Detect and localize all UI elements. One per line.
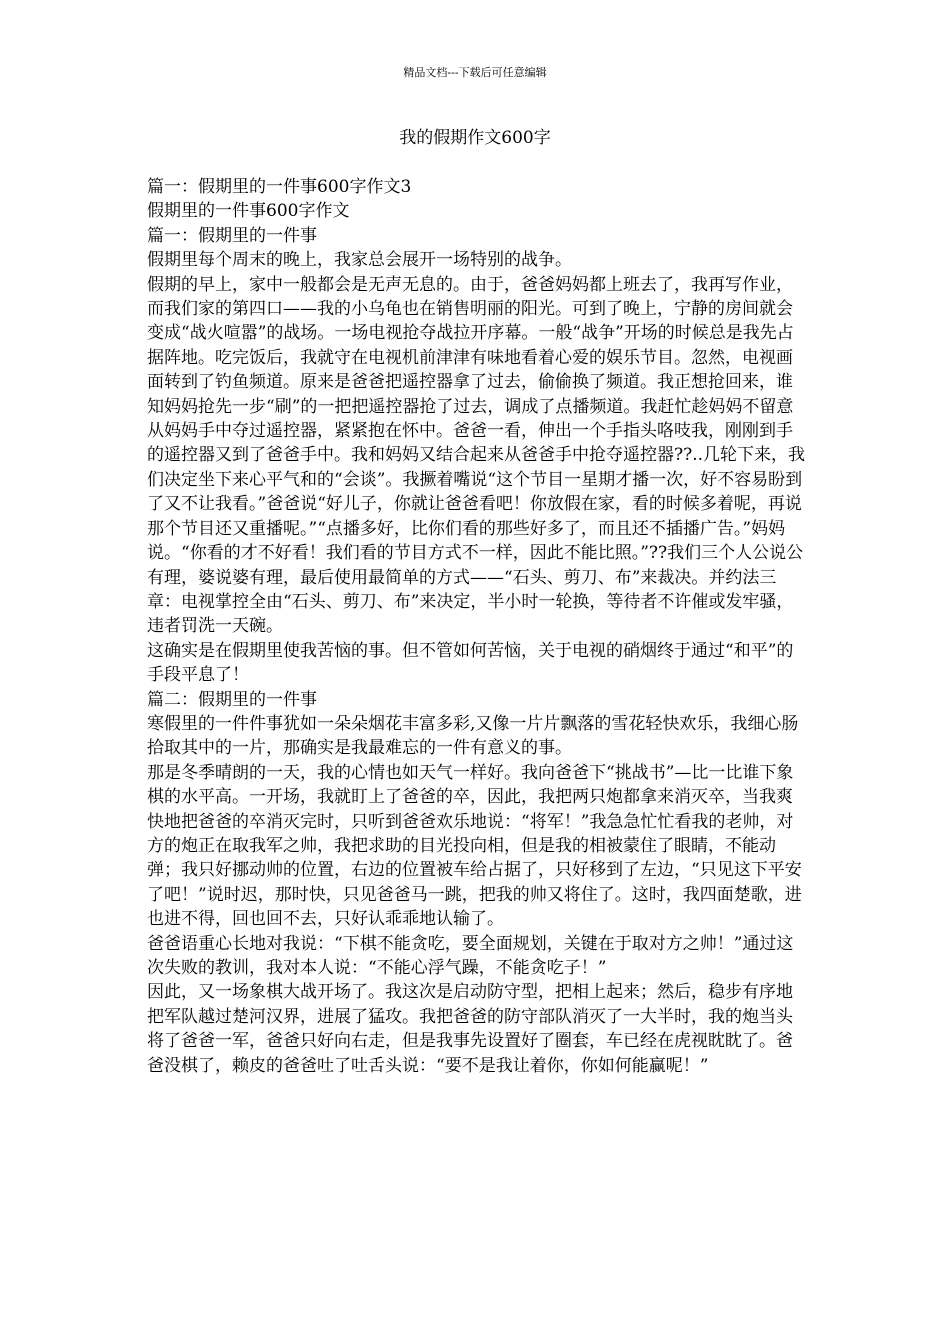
paragraph: 假期的早上，家中一般都会是无声无息的。由于，爸爸妈妈都上班去了，我再写作业，而我们家的第四口——我的小乌龟也在销售明丽的阳光。可到了晚上，宁静的房间就会变成“战火喧嚣”的战场。一场电视抢夺战拉开序幕。一般“战争”开场的时候总是我先占据阵地。吃完饭后，我就守在电视机前津津有味地看着心爱的娱乐节目。忽然，电视画面转到了钓鱼频道。原来是爸爸把遥控器拿了过去，偷偷换了频道。我正想抢回来，谁知妈妈抢先一步“刷”的一把把遥控器抢了过去，调成了点播频道。我赶忙趁妈妈不留意从妈妈手中夺过遥控器，紧紧抱在怀中。爸爸一看，伸出一个手指头咯吱我，刚刚到手的遥控器又到了爸爸手中。我和妈妈又结合起来从爸爸手中抢夺遥控器??..几轮下来，我们决定坐下来心平气和的“会谈”。我撅着嘴说“这个节目一星期才播一次，好不容易盼到了又不让我看。”爸爸说“好儿子，你就让爸爸看吧！你放假在家，看的时候多着呢，再说那个节目还又重播呢。”“点播多好，比你们看的那些好多了，而且还不插播广告。”妈妈说。“你看的才不好看！我们看的节目方式不一样，因此不能比照。”??我们三个人公说公有理，婆说婆有理，最后使用最简单的方式——“石头、剪刀、布”来裁决。并约法三章：电视掌控全由“石头、剪刀、布”来决定，半小时一轮换，等待者不许催或发牢骚，违者罚洗一天碗。 <box>147 274 806 637</box>
paragraph: 这确实是在假期里使我苦恼的事。但不管如何苦恼，关于电视的硝烟终于通过“和平”的手段平息了！ <box>147 640 794 686</box>
paragraph: 篇一：假期里的一件事 <box>147 225 317 246</box>
document-body <box>147 175 807 1078</box>
paragraph: 那是冬季晴朗的一天，我的心情也如天气一样好。我向爸爸下“挑战书”—比一比谁下象棋的水平高。一开场，我就盯上了爸爸的卒，因此，我把两只炮都拿来消灭卒，当我爽快地把爸爸的卒消灭完时，只听到爸爸欢乐地说：“将军！”我急急忙忙看我的老帅，对方的炮正在取我军之帅，我把求助的目光投向相，但是我的相被蒙住了眼睛，不能动弹；我只好挪动帅的位置，右边的位置被车给占据了，只好移到了左边，“只见这下平安了吧！”说时迟，那时快，只见爸爸马一跳，把我的帅又将住了。这时，我四面楚歌，进也进不得，回也回不去，只好认乖乖地认输了。 <box>147 762 802 930</box>
paragraph: 因此，又一场象棋大战开场了。我这次是启动防守型，把相上起来；然后，稳步有序地把军队越过楚河汉界，进展了猛攻。我把爸爸的防守部队消灭了一大半时，我的炮当头将了爸爸一军，爸爸只好向右走，但是我事先设置好了圈套，车已经在虎视眈眈了。爸爸没棋了，赖皮的爸爸吐了吐舌头说：“要不是我让着你，你如何能赢呢！” <box>147 982 793 1076</box>
paragraph: 假期里每个周末的晚上，我家总会展开一场特别的战争。 <box>147 250 572 271</box>
paragraph: 篇二：假期里的一件事 <box>147 689 317 710</box>
header-note: 精品文档---下载后可任意编辑 <box>403 66 547 79</box>
paragraph: 假期里的一件事600字作文 <box>147 201 350 222</box>
paragraph: 爸爸语重心长地对我说：“下棋不能贪吃，要全面规划，关键在于取对方之帅！”通过这次失败的教训，我对本人说：“不能心浮气躁，不能贪吃子！” <box>147 933 794 978</box>
paragraph: 篇一：假期里的一件事600字作文3 <box>147 177 412 197</box>
paragraph: 寒假里的一件件事犹如一朵朵烟花丰富多彩,又像一片片飘落的雪花轻快欢乐，我细心肠拾取其中的一片，那确实是我最难忘的一件有意义的事。 <box>147 713 799 759</box>
document-title: 我的假期作文600字 <box>399 128 551 148</box>
